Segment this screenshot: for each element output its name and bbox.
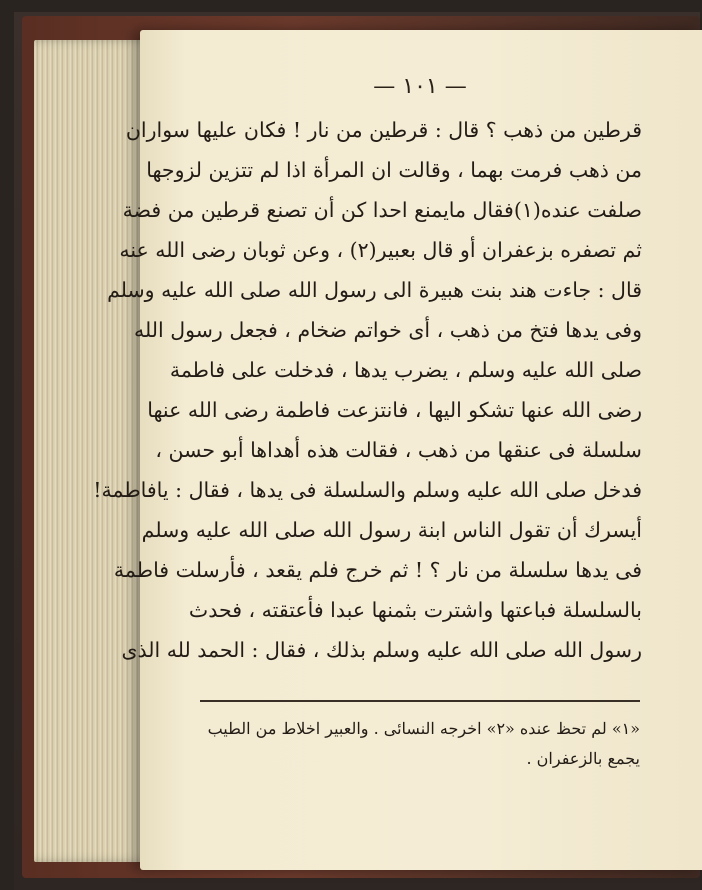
text-line: فدخل صلى الله عليه وسلم والسلسلة فى يدها ، فقال : يافاطمة! bbox=[93, 478, 642, 502]
text-line: رضى الله عنها تشكو اليها ، فانتزعت فاطمة رضى الله عنها bbox=[147, 398, 642, 422]
text-line: صلفت عنده(١)فقال مايمنع احدا كن أن تصنع قرطين من فضة bbox=[122, 198, 642, 222]
footnote-divider bbox=[200, 700, 640, 702]
text-line: ثم تصفره بزعفران أو قال بعبير(٢) ، وعن ثوبان رضى الله عنه bbox=[119, 238, 642, 262]
page-number: — ١٠١ — bbox=[373, 74, 467, 99]
text-line: سلسلة فى عنقها من ذهب ، فقالت هذه أهداها أبو حسن ، bbox=[155, 438, 642, 462]
text-line: من ذهب فرمت بهما ، وقالت ان المرأة اذا لم تتزين لزوجها bbox=[146, 158, 642, 182]
text-line: أيسرك أن تقول الناس ابنة رسول الله صلى الله عليه وسلم bbox=[141, 518, 642, 542]
text-line: قال : جاءت هند بنت هبيرة الى رسول الله صلى الله عليه وسلم bbox=[107, 278, 642, 302]
text-line: بالسلسلة فباعتها واشترت بثمنها عبدا فأعتقته ، فحدث bbox=[188, 598, 642, 622]
text-line: فى يدها سلسلة من نار ؟ ! ثم خرج فلم يقعد ، فأرسلت فاطمة bbox=[113, 558, 642, 582]
page-edges bbox=[34, 40, 154, 862]
footnote-line: يجمع بالزعفران . bbox=[526, 749, 640, 768]
text-line: قرطين من ذهب ؟ قال : قرطين من نار ! فكان عليها سواران bbox=[125, 118, 642, 142]
footnotes bbox=[200, 714, 640, 774]
text-line: وفى يدها فتخ من ذهب ، أى خواتم ضخام ، فجعل رسول الله bbox=[134, 318, 642, 342]
text-line: صلى الله عليه وسلم ، يضرب يدها ، فدخلت على فاطمة bbox=[169, 358, 642, 382]
footnote-line: «١» لم تحظ عنده «٢» اخرجه النسائى . والعبير اخلاط من الطيب bbox=[207, 719, 640, 738]
text-line: رسول الله صلى الله عليه وسلم بذلك ، فقال : الحمد لله الذى bbox=[121, 638, 642, 662]
